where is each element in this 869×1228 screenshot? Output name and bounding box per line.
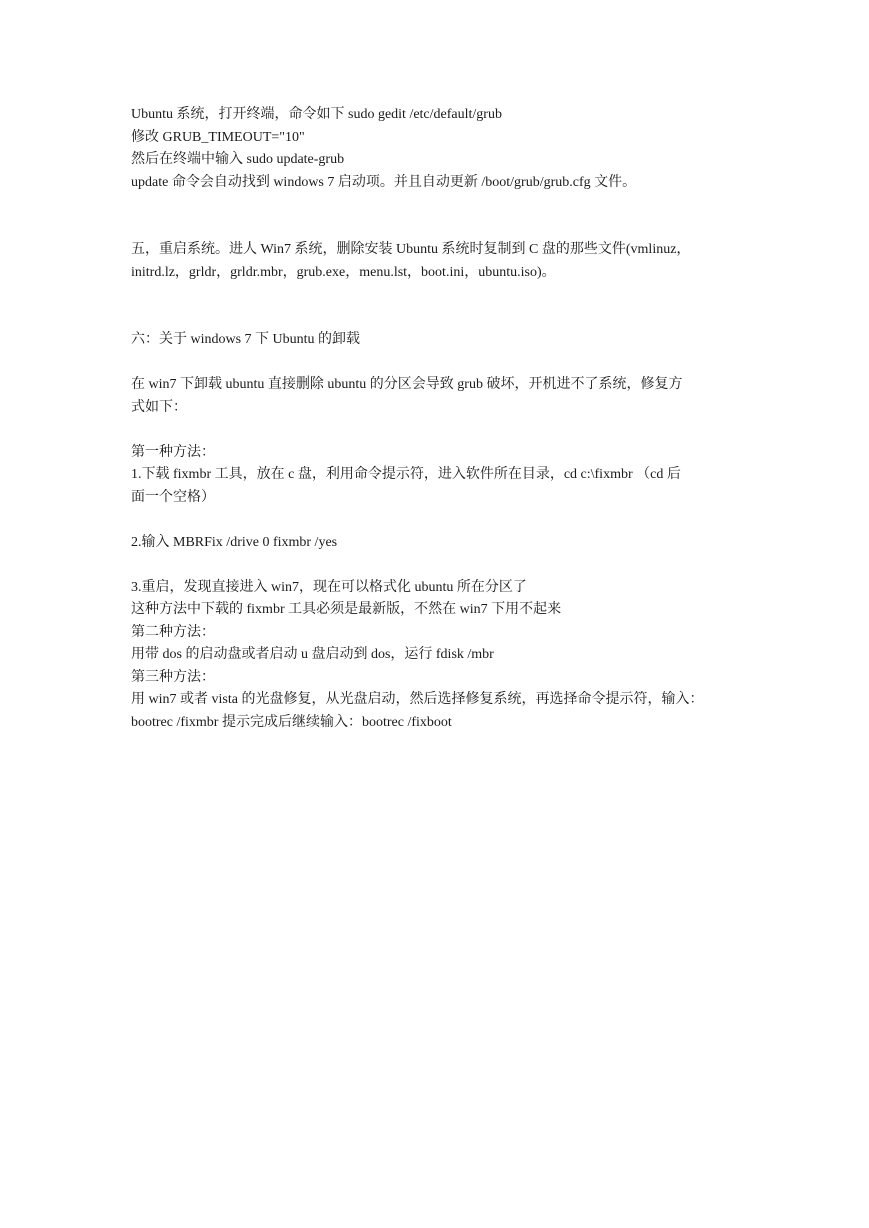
method1-step1-cont: 面一个空格） (131, 489, 215, 505)
method3-title: 第三种方法： (131, 669, 215, 685)
method3-body: 用 win7 或者 vista 的光盘修复，从光盘启动，然后选择修复系统，再选择命令提示符，输入： (131, 692, 704, 707)
paragraph-gap (131, 194, 739, 239)
method1-step2: 2.输入 MBRFix /drive 0 fixmbr /yes (131, 534, 338, 550)
method1-step3: 3.重启，发现直接进入 win7，现在可以格式化 ubuntu 所在分区了 (131, 579, 527, 595)
text-line: Ubuntu 系统，打开终端，命令如下 sudo gedit /etc/default/grub (131, 107, 502, 122)
document-page (131, 104, 739, 734)
paragraph-gap (131, 284, 739, 329)
text-line: 然后在终端中输入 sudo update-grub (131, 152, 345, 167)
step5-line: 五，重启系统。进人 Win7 系统，删除安装 Ubuntu 系统时复制到 C 盘的那些文件(vmlinuz， (131, 242, 691, 257)
text-line: update 命令会自动找到 windows 7 启动项。并且自动更新 /boot/grub/grub.cfg 文件。 (131, 174, 637, 190)
text-line: 修改 GRUB_TIMEOUT="10" (131, 129, 305, 145)
method1-title: 第一种方法： (131, 444, 215, 460)
method1-step1: 1.下载 fixmbr 工具，放在 c 盘，利用命令提示符，进入软件所在目录，cd c:\fixmbr （cd 后 (131, 467, 681, 482)
method2-title: 第二种方法： (131, 624, 215, 640)
paragraph-gap (131, 554, 739, 577)
step5-line: initrd.lz，grldr，grldr.mbr，grub.exe，menu.lst，boot.ini，ubuntu.iso)。 (131, 264, 556, 280)
method3-body-cont: bootrec /fixmbr 提示完成后继续输入：bootrec /fixboot (131, 714, 452, 730)
method2-body: 用带 dos 的启动盘或者启动 u 盘启动到 dos，运行 fdisk /mbr (131, 647, 494, 662)
intro-line: 在 win7 下卸载 ubuntu 直接删除 ubuntu 的分区会导致 grub 破坏，开机进不了系统，修复方 (131, 377, 683, 392)
section-heading: 六：关于 windows 7 下 Ubuntu 的卸载 (131, 332, 361, 347)
intro-line: 式如下： (131, 399, 187, 415)
paragraph-gap (131, 419, 739, 442)
method1-note: 这种方法中下载的 fixmbr 工具必须是最新版，不然在 win7 下用不起来 (131, 602, 562, 617)
paragraph-gap (131, 509, 739, 532)
paragraph-gap (131, 352, 739, 375)
